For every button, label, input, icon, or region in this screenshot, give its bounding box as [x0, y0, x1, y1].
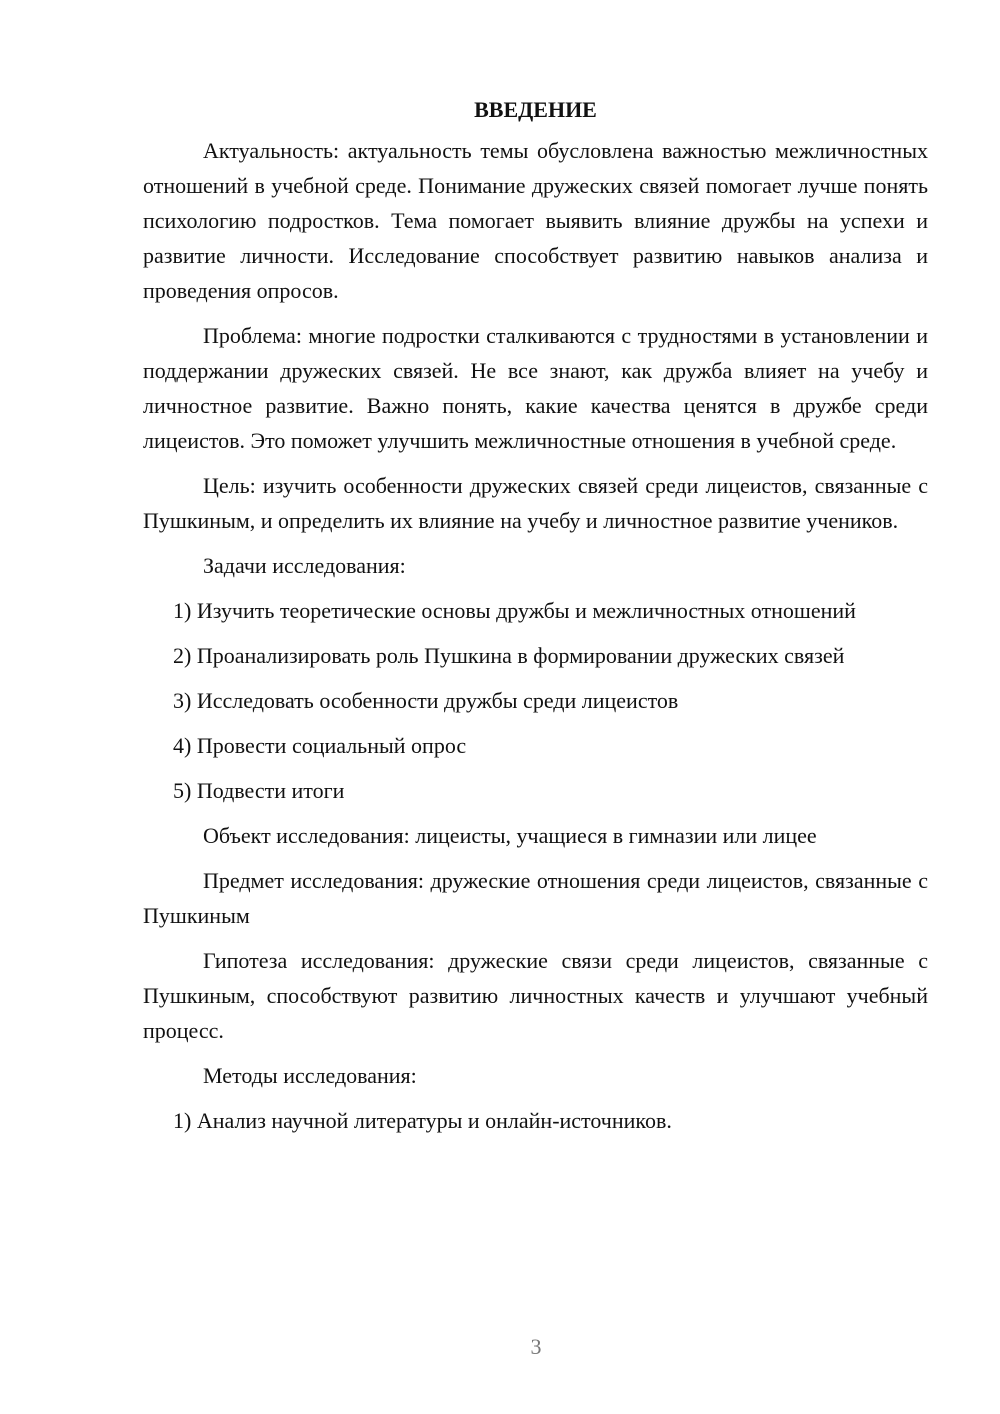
relevance-paragraph: Актуальность: актуальность темы обусловлена важностью межличностных отношений в учебной среде. Понимание дружеских связей помогает лучше понять психологию подростков. Тема помогает выявить влияние дружбы на успехи и развитие личности. Исследование способствует развитию навыков анализа и проведения опросов.	[143, 138, 928, 303]
task-item: 5) Подвести итоги	[173, 778, 345, 803]
task-item: 1) Изучить теоретические основы дружбы и межличностных отношений	[173, 598, 856, 623]
document-page	[143, 92, 928, 1148]
task-item: 2) Проанализировать роль Пушкина в формировании дружеских связей	[173, 643, 845, 668]
task-item: 3) Исследовать особенности дружбы среди лицеистов	[173, 688, 679, 713]
subject-paragraph: Предмет исследования: дружеские отношения среди лицеистов, связанные с Пушкиным	[143, 868, 928, 928]
methods-heading: Методы исследования:	[203, 1063, 417, 1088]
tasks-heading: Задачи исследования:	[203, 553, 406, 578]
hypothesis-paragraph: Гипотеза исследования: дружеские связи среди лицеистов, связанные с Пушкиным, способствуют развитию личностных качеств и улучшают учебный процесс.	[143, 948, 928, 1043]
task-item: 4) Провести социальный опрос	[173, 733, 467, 758]
problem-paragraph: Проблема: многие подростки сталкиваются с трудностями в установлении и поддержании дружеских связей. Не все знают, как дружба влияет на учебу и личностное развитие. Важно понять, какие качества ценятся в дружбе среди лицеистов. Это поможет улучшить межличностные отношения в учебной среде.	[143, 323, 928, 453]
goal-paragraph: Цель: изучить особенности дружеских связей среди лицеистов, связанные с Пушкиным, и определить их влияние на учебу и личностное развитие учеников.	[143, 473, 928, 533]
page-number: 3	[530, 1334, 542, 1359]
section-title: ВВЕДЕНИЕ	[474, 97, 597, 122]
method-item: 1) Анализ научной литературы и онлайн-источников.	[173, 1108, 672, 1133]
object-paragraph: Объект исследования: лицеисты, учащиеся в гимназии или лицее	[203, 823, 817, 848]
